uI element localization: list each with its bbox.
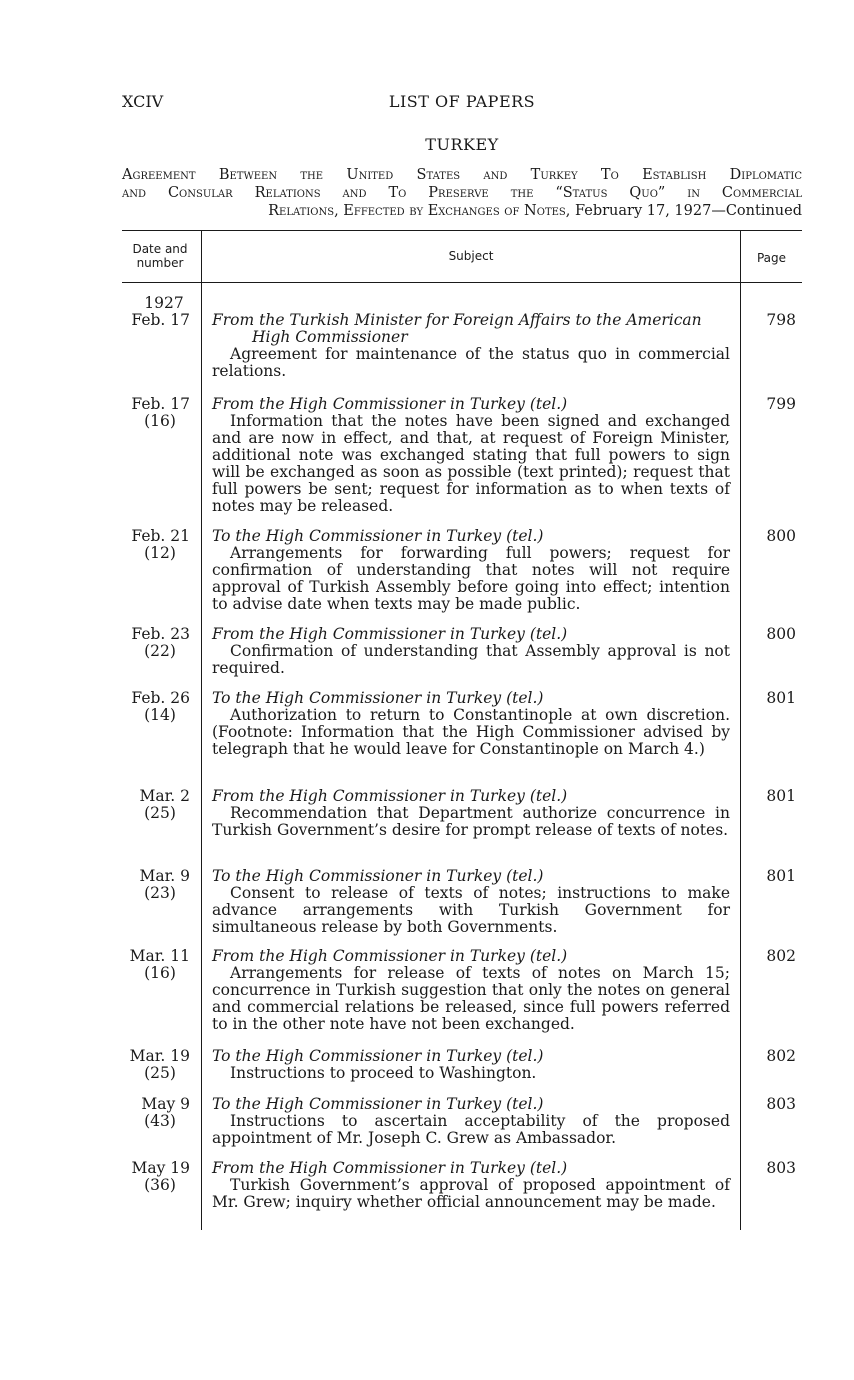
- entry-number: (43): [144, 1112, 176, 1130]
- entry-subject: [212, 528, 730, 613]
- year-label: 1927: [144, 294, 184, 312]
- running-head: [122, 92, 802, 114]
- entry-correspondent-text: From the High Commissioner in Turkey (tel.): [212, 787, 568, 805]
- entry-date: [122, 948, 190, 982]
- entry-date-text: Mar. 9: [139, 867, 190, 885]
- entry-subject: [212, 1096, 730, 1147]
- entry-description: Instructions to proceed to Washington.: [230, 1064, 537, 1082]
- entry-subject: [212, 1160, 730, 1211]
- entry-description: Information that the notes have been signed and exchanged and are now in effect, and that, at request of Foreign Minister, additional note was exchanged stating that full powers to sign will be exchanged as soon as possible (text printed); request that full powers be sent; request for information as to when texts of notes may be released.: [212, 412, 730, 515]
- entry-correspondent: [212, 788, 730, 805]
- entry-date: [122, 626, 190, 660]
- caption-line-3-text: Relations, Effected by Exchanges of Notes,: [268, 203, 571, 219]
- entry-correspondent: [212, 868, 730, 885]
- entry-page-number: 799: [766, 395, 796, 413]
- entry-page-number: 798: [766, 311, 796, 329]
- entry-description: Turkish Government’s approval of proposed appointment of Mr. Grew; inquiry whether official announcement may be made.: [212, 1176, 730, 1211]
- entry-number: (23): [144, 884, 176, 902]
- entry-description: Confirmation of understanding that Assembly approval is not required.: [212, 642, 730, 677]
- caption-line-3: [122, 202, 802, 220]
- entry-subject: [212, 868, 730, 936]
- entry-page-number: 802: [766, 1047, 796, 1065]
- entry-number: (22): [144, 642, 176, 660]
- entry-correspondent-text: To the High Commissioner in Turkey (tel.): [212, 527, 544, 545]
- entry-correspondent-text: From the High Commissioner in Turkey (tel.): [212, 1159, 568, 1177]
- section-caption: [122, 166, 802, 220]
- entry-date-text: Mar. 2: [139, 787, 190, 805]
- entry-date: [122, 312, 190, 329]
- entry-number: (14): [144, 706, 176, 724]
- entry-correspondent-text: From the High Commissioner in Turkey (tel.): [212, 947, 568, 965]
- entry-correspondent: [212, 1160, 730, 1177]
- entry-number: (36): [144, 1176, 176, 1194]
- entry-date-text: Feb. 23: [131, 625, 190, 643]
- entry-description: Authorization to return to Constantinople at own discretion. (Footnote: Information that the High Commissioner advised by telegraph that he would leave for Constantinople on March 4.): [212, 706, 730, 758]
- table-top-rule: [122, 230, 802, 231]
- entry-subject: [212, 312, 730, 380]
- caption-line-1: Agreement Between the United States and Turkey To Establish Diplomatic: [122, 167, 802, 183]
- entry-subject: [212, 788, 730, 839]
- page-folio: XCIV: [122, 92, 164, 111]
- entry-date-text: Mar. 19: [129, 1047, 190, 1065]
- date-column-divider: [201, 230, 202, 1230]
- entry-subject: [212, 396, 730, 515]
- entry-correspondent: [212, 396, 730, 413]
- entry-date-text: Feb. 21: [131, 527, 190, 545]
- entry-subject: [212, 948, 730, 1033]
- entry-correspondent-text: To the High Commissioner in Turkey (tel.): [212, 689, 544, 707]
- entry-correspondent-text: From the Turkish Minister for Foreign Affairs to the American: [212, 311, 702, 329]
- entry-date-text: May 19: [131, 1159, 190, 1177]
- entry-number: (25): [144, 1064, 176, 1082]
- entry-number: (25): [144, 804, 176, 822]
- country-heading: TURKEY: [425, 135, 499, 154]
- entry-correspondent-text: To the High Commissioner in Turkey (tel.): [212, 867, 544, 885]
- entry-description: Instructions to ascertain acceptability of the proposed appointment of Mr. Joseph C. Grew as Ambassador.: [212, 1112, 730, 1147]
- entry-date-text: Feb. 17: [131, 395, 190, 413]
- entry-correspondent-text: From the High Commissioner in Turkey (tel.): [212, 395, 568, 413]
- entry-page-number: 800: [766, 625, 796, 643]
- entry-correspondent: [212, 1096, 730, 1113]
- entry-date: [122, 1048, 190, 1082]
- entry-date-text: Feb. 26: [131, 689, 190, 707]
- entry-page-number: 801: [766, 787, 796, 805]
- column-header-date: Date and number: [132, 242, 188, 270]
- entry-correspondent: [212, 1048, 730, 1065]
- papers-table: [122, 230, 802, 1230]
- entry-number: (16): [144, 964, 176, 982]
- entry-page-number: 800: [766, 527, 796, 545]
- entry-correspondent: [212, 528, 730, 545]
- entry-subject: [212, 1048, 730, 1082]
- entry-date-text: May 9: [141, 1095, 190, 1113]
- entry-page-number: 801: [766, 689, 796, 707]
- entry-description: Consent to release of texts of notes; instructions to make advance arrangements with Turkish Government for simultaneous release by both Governments.: [212, 884, 730, 936]
- entry-correspondent-continued: High Commissioner: [252, 328, 408, 346]
- entry-date: [122, 1160, 190, 1194]
- entry-page-number: 801: [766, 867, 796, 885]
- entry-page-number: 803: [766, 1159, 796, 1177]
- entry-page-number: 802: [766, 947, 796, 965]
- entry-subject: [212, 690, 730, 758]
- caption-date: February 17, 1927—Continued: [574, 203, 802, 219]
- entry-correspondent-text: To the High Commissioner in Turkey (tel.): [212, 1047, 544, 1065]
- entry-page-number: 803: [766, 1095, 796, 1113]
- entry-subject: [212, 626, 730, 677]
- entry-date: [122, 1096, 190, 1130]
- page-column-divider: [740, 230, 741, 1230]
- entry-date: [122, 396, 190, 430]
- entry-description: Agreement for maintenance of the status quo in commercial relations.: [212, 345, 730, 380]
- entry-correspondent-text: From the High Commissioner in Turkey (tel.): [212, 625, 568, 643]
- entry-date: [122, 788, 190, 822]
- caption-line-2: and Consular Relations and To Preserve the “Status Quo” in Commercial: [122, 185, 802, 201]
- entry-correspondent: [212, 948, 730, 965]
- entry-date: [122, 690, 190, 724]
- entry-correspondent-text: To the High Commissioner in Turkey (tel.): [212, 1095, 544, 1113]
- entry-correspondent: [212, 690, 730, 707]
- entry-number: (16): [144, 412, 176, 430]
- entry-number: (12): [144, 544, 176, 562]
- table-header-rule: [122, 282, 802, 283]
- running-title: LIST OF PAPERS: [388, 92, 536, 111]
- entry-date: [122, 868, 190, 902]
- entry-description: Arrangements for release of texts of notes on March 15; concurrence in Turkish suggestion that only the notes on general and commercial relations be released, since full powers referred to in the other note have not been exchanged.: [212, 964, 730, 1033]
- entry-correspondent: [212, 626, 730, 643]
- entry-description: Recommendation that Department authorize concurrence in Turkish Government’s desire for prompt release of texts of notes.: [212, 804, 730, 839]
- entry-date: [122, 528, 190, 562]
- entry-correspondent: [212, 312, 730, 346]
- entry-date-text: Feb. 17: [131, 311, 190, 329]
- column-header-subject: Subject: [448, 249, 494, 263]
- entry-date-text: Mar. 11: [129, 947, 190, 965]
- entry-description: Arrangements for forwarding full powers; request for confirmation of understanding that notes will not require approval of Turkish Assembly before going into effect; intention to advise date when texts may be made public.: [212, 544, 730, 613]
- column-header-page: Page: [756, 251, 787, 265]
